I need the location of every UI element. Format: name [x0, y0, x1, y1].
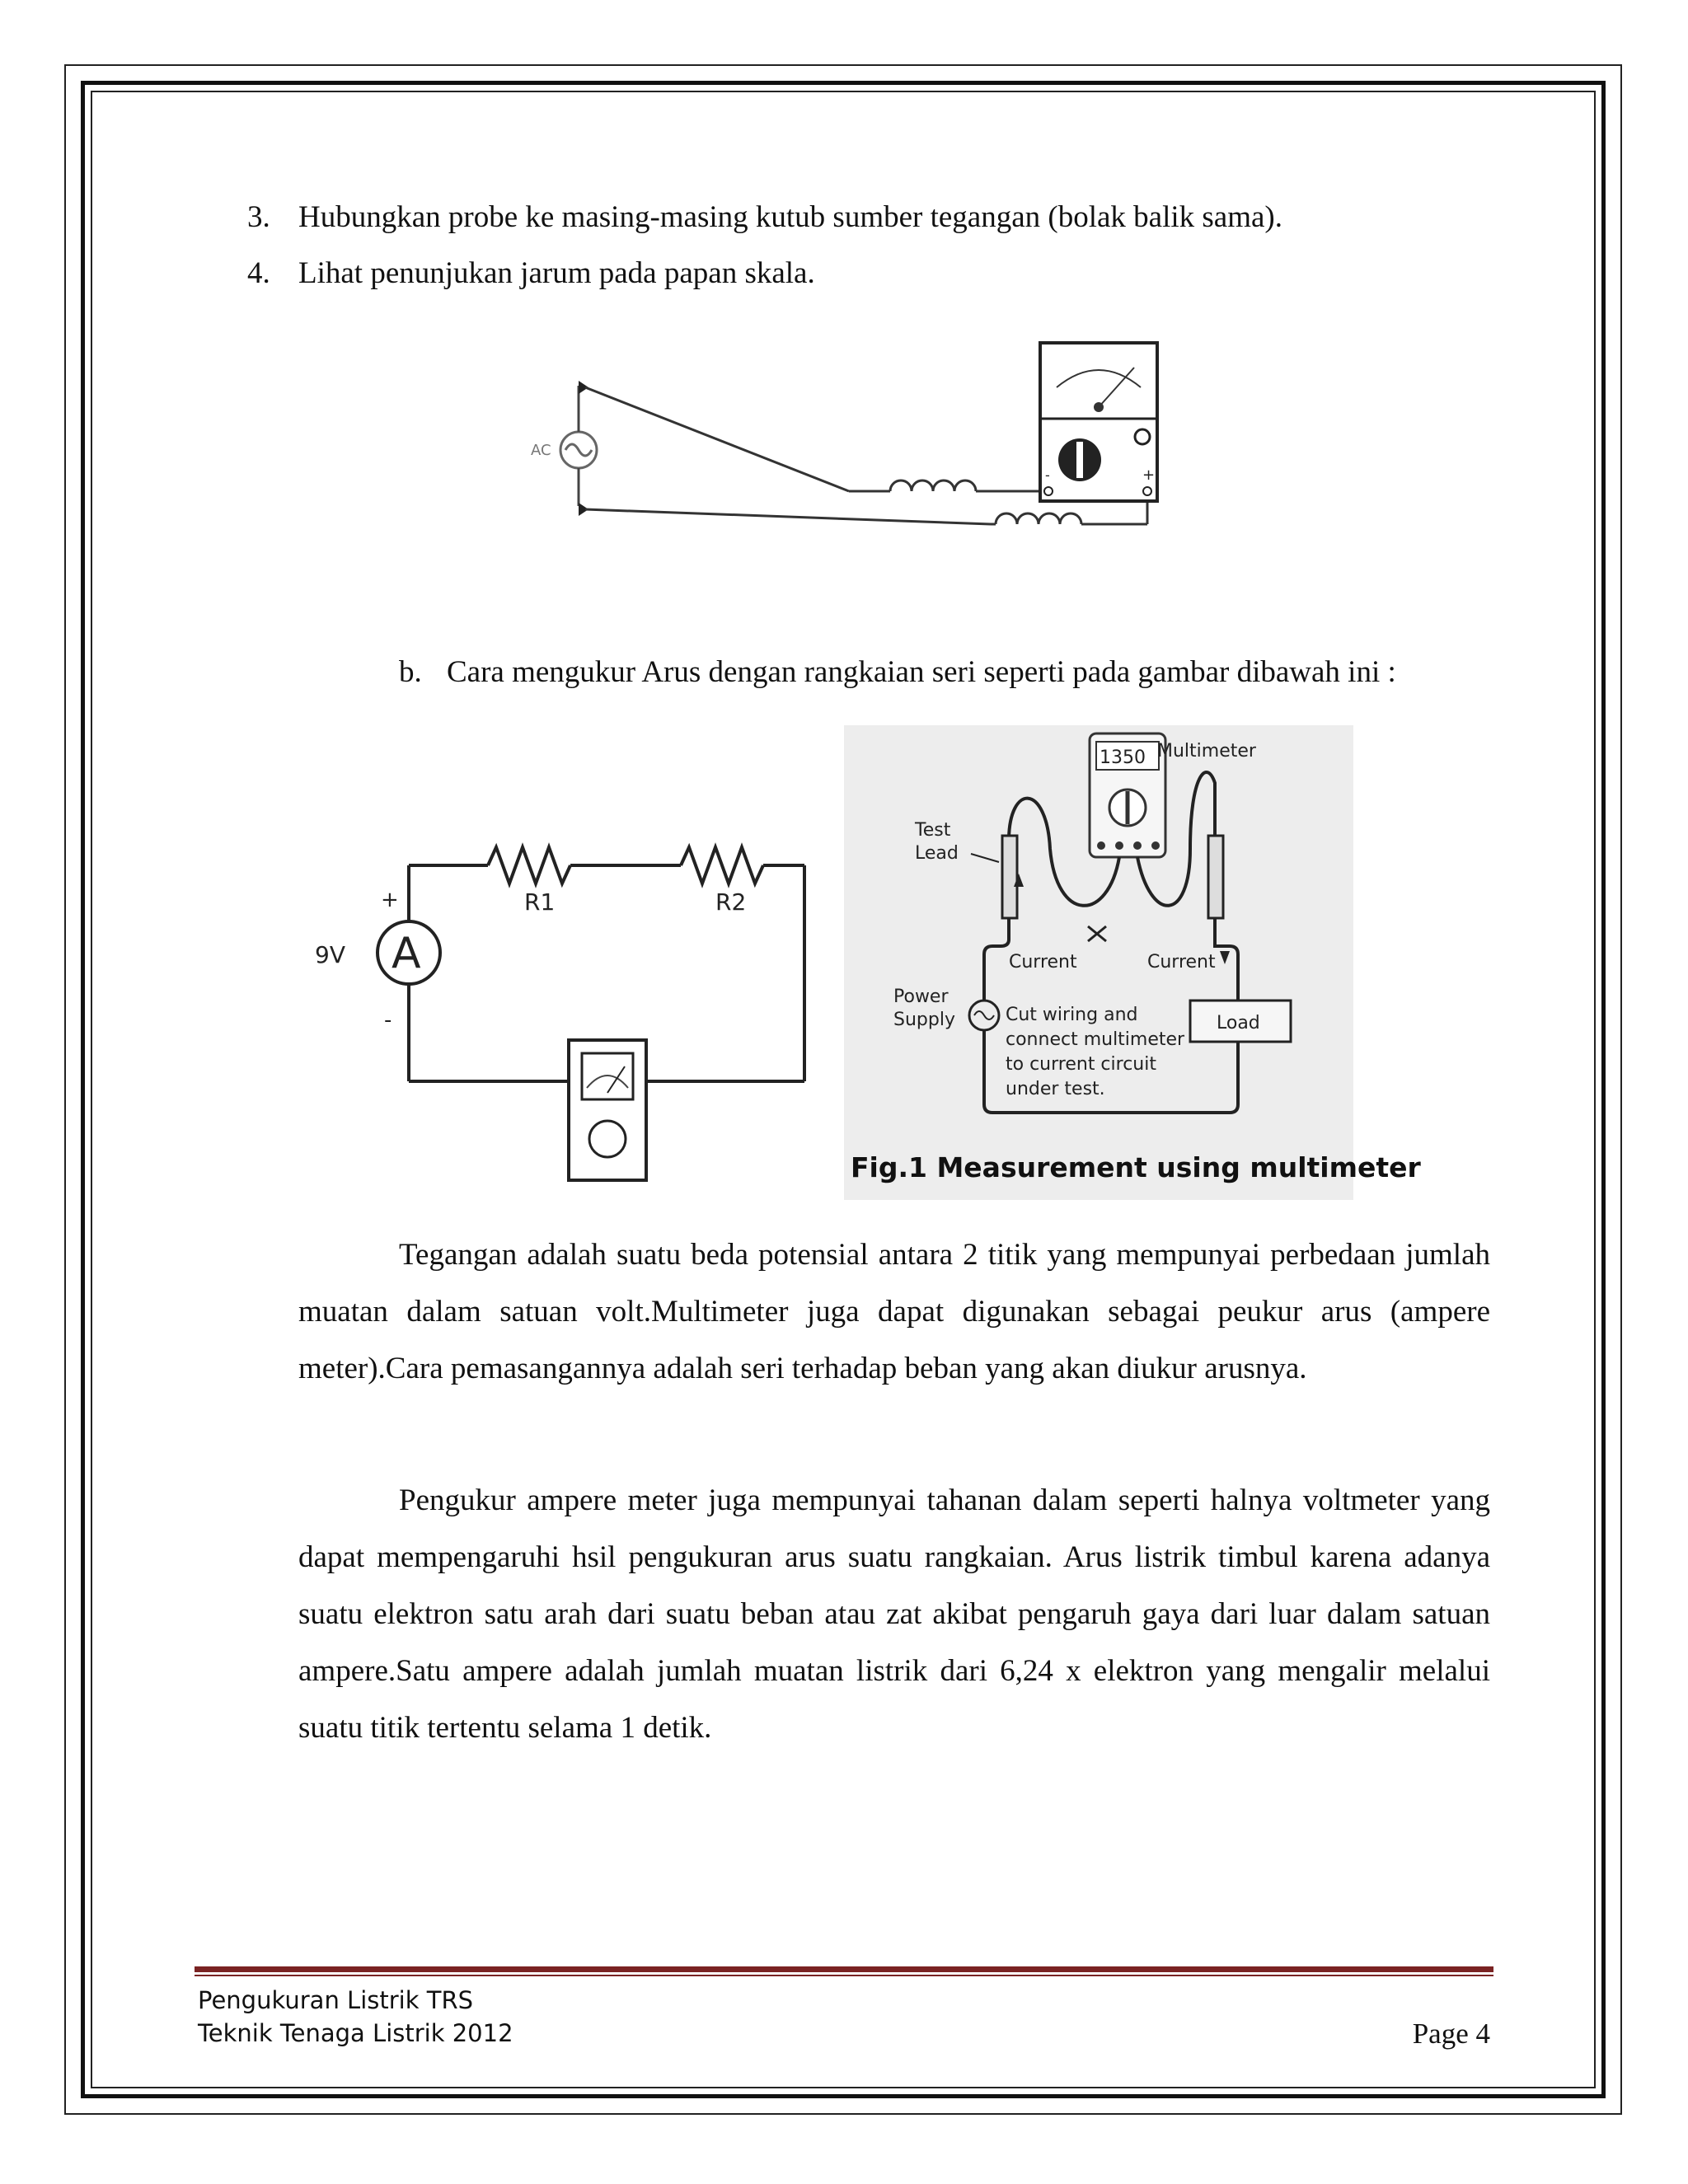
paragraph-tegangan: Tegangan adalah suatu beda potensial antara 2 titik yang mempunyai perbedaan jumlah muatan dalam satuan volt.Multimeter juga dapat digunakan sebagai peukur arus (ampere meter).Cara pemasangannya adalah seri terhadap beban yang akan diukur arusnya. [298, 1238, 1490, 1385]
step-3-text: Hubungkan probe ke masing-masing kutub sumber tegangan (bolak balik sama). [298, 200, 1282, 234]
voltage-label: 9V [315, 941, 345, 968]
ac-wave-icon [565, 444, 592, 456]
resistor-r1-icon [488, 847, 570, 883]
series-circuit-diagram [305, 824, 816, 1187]
current-right-label: Current [1147, 952, 1216, 972]
test-lead-right [1208, 836, 1223, 918]
current-left-label: Current [1009, 952, 1077, 972]
section-b-letter: b. [399, 655, 422, 689]
r2-label: R2 [715, 888, 747, 916]
measurement-photo [844, 725, 1421, 1200]
multimeter-label: Multimeter [1157, 741, 1256, 762]
step-3-number: 3. [247, 200, 270, 234]
power-label-2: Supply [893, 1010, 955, 1030]
ac-source-label: AC [531, 442, 551, 459]
ac-voltmeter-diagram [519, 330, 1179, 544]
footer-divider-thick [195, 1966, 1493, 1972]
step-4-number: 4. [247, 256, 270, 290]
footer-subtitle: Teknik Tenaga Listrik 2012 [198, 2019, 513, 2047]
measurement-photo-drawing [844, 725, 1421, 1200]
analog-multimeter-icon [1040, 343, 1157, 501]
meter-minus-label: - [1045, 467, 1050, 483]
page-number: Page 4 [1412, 2018, 1490, 2050]
note-line-2: connect multimeter [1006, 1029, 1185, 1050]
note-line-1: Cut wiring and [1006, 1005, 1138, 1025]
circuit-minus-label: - [384, 1008, 392, 1033]
note-line-3: to current circuit [1006, 1054, 1156, 1075]
coil-bottom-icon [996, 513, 1081, 524]
multimeter-display: 1350 [1100, 748, 1146, 768]
probe-wire-top [585, 387, 849, 491]
resistor-r2-icon [681, 847, 763, 883]
test-lead-label-1: Test [915, 820, 951, 841]
r1-label: R1 [524, 888, 556, 916]
section-b-text: Cara mengukur Arus dengan rangkaian seri seperti pada gambar dibawah ini : [447, 655, 1396, 689]
step-4-text: Lihat penunjukan jarum pada papan skala. [298, 256, 815, 290]
circuit-plus-label: + [381, 888, 399, 912]
ammeter-label: A [392, 929, 421, 978]
paragraph-ampere-meter: Pengukur ampere meter juga mempunyai tahanan dalam seperti halnya voltmeter yang dapat mempengaruhi hsil pengukuran arus suatu rangkaian. Arus listrik timbul karena adanya suatu elektron satu arah dari suatu beban atau zat akibat pengaruh gaya dari luar dalam satuan ampere.Satu ampere adalah jumlah muatan listrik dari 6,24 x elektron yang mengalir melalui suatu titik tertentu selama 1 detik. [298, 1483, 1490, 1745]
probe-wire-bottom [585, 509, 991, 524]
power-label-1: Power [893, 987, 949, 1007]
footer-title: Pengukuran Listrik TRS [198, 1986, 473, 2014]
load-label: Load [1217, 1013, 1260, 1033]
note-line-4: under test. [1006, 1079, 1105, 1099]
footer-divider-thin [195, 1975, 1493, 1976]
test-lead-label-2: Lead [915, 843, 959, 864]
photo-caption: Fig.1 Measurement using multimeter [851, 1151, 1421, 1183]
meter-plus-label: + [1142, 466, 1156, 484]
coil-top-icon [890, 480, 976, 491]
test-lead-left [1002, 836, 1017, 918]
meter-device-icon [569, 1040, 646, 1180]
